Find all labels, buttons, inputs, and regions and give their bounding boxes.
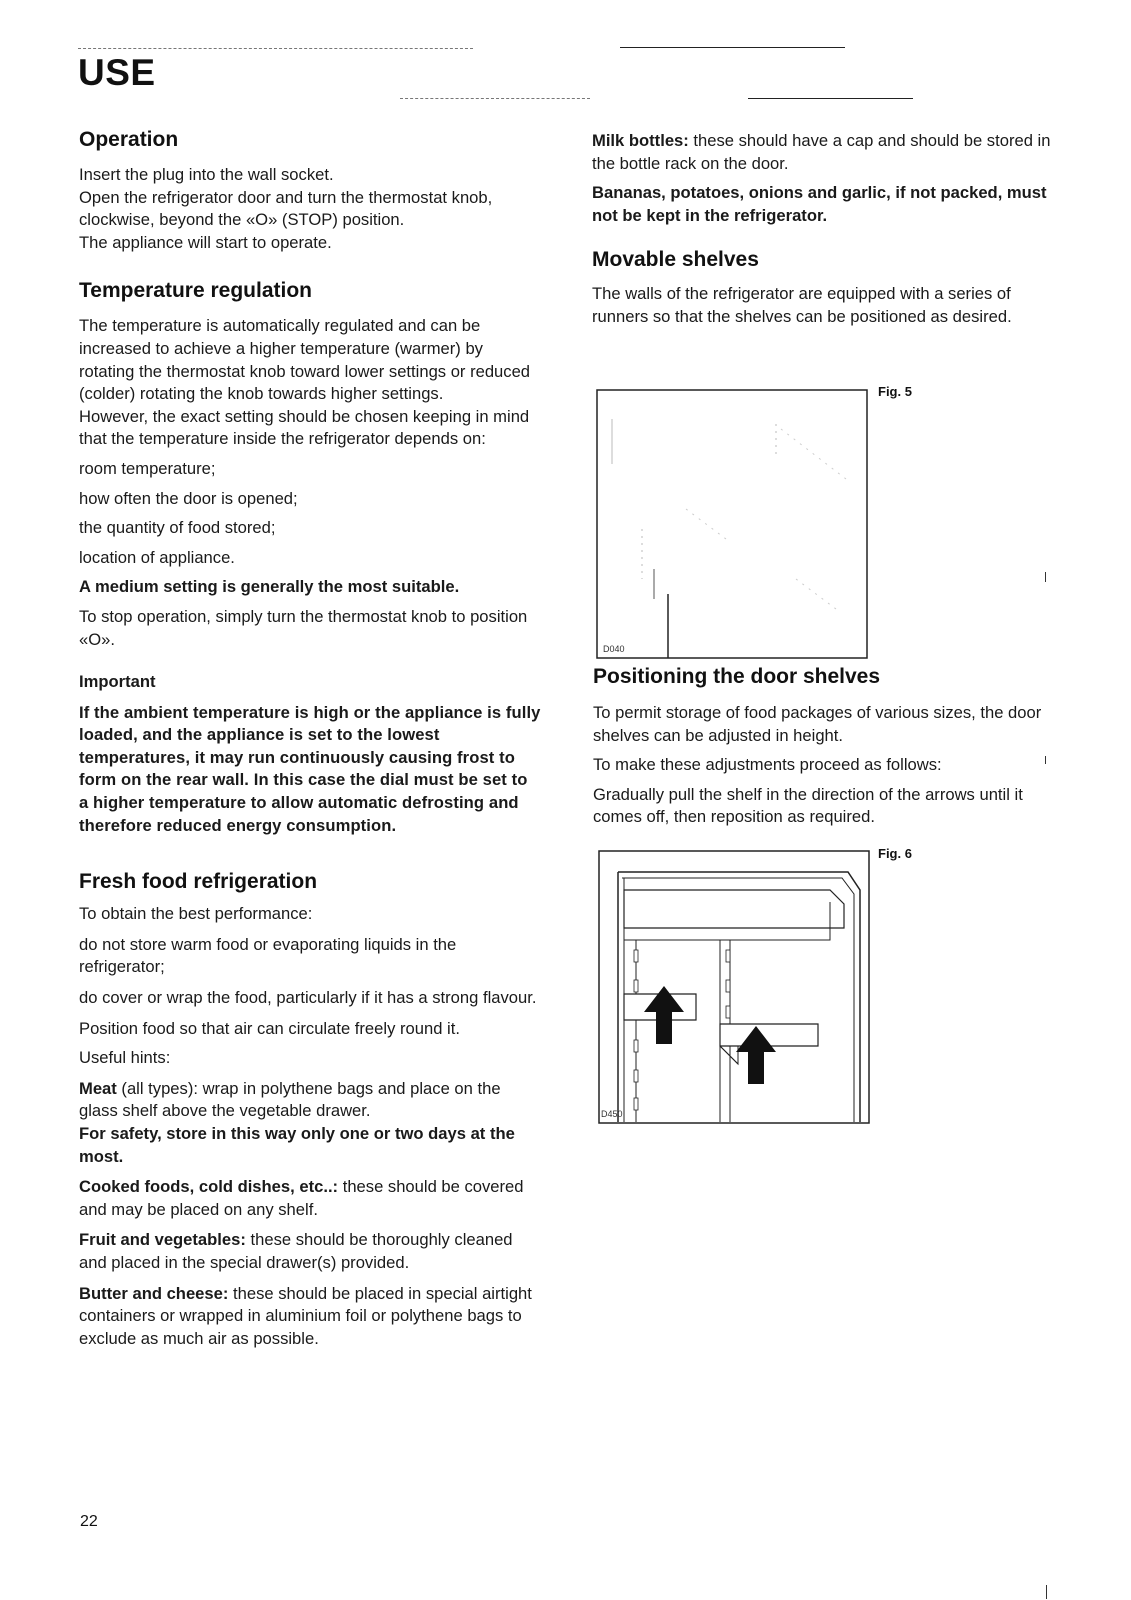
meat-hint [79,1078,541,1123]
movable-shelves-heading: Movable shelves [592,248,759,272]
operation-heading: Operation [79,128,179,151]
fig6-label: Fig. 6 [878,846,912,861]
medium-setting-note: A medium setting is generally the most suitable. [79,577,460,597]
stop-operation-text: To stop operation, simply turn the thermostat knob to position «O». [79,606,528,649]
temperature-paragraph: However, the exact setting should be chosen keeping in mind that the temperature inside the refrigerator depends on: [79,406,530,449]
cooked-label: Cooked foods, cold dishes, etc..: [79,1177,339,1197]
fig6-code: D450 [601,1109,623,1119]
butter-hint [79,1283,541,1351]
meat-text: (all types): wrap in polythene bags and place on the glass shelf above the vegetable drawer. [79,1078,501,1121]
left-column [79,128,541,1350]
page-number: 22 [80,1513,98,1530]
bananas-warning: Bananas, potatoes, onions and garlic, if not packed, must not be kept in the refrigerator. [592,183,1047,225]
fresh-item: do cover or wrap the food, particularly if it has a strong flavour. [79,988,537,1008]
page-title: USE [78,52,156,93]
butter-label: Butter and cheese: [79,1283,229,1303]
fresh-position: Position food so that air can circulate freely round it. [79,1018,460,1038]
operation-line: Insert the plug into the wall socket. [79,165,334,184]
temperature-heading: Temperature regulation [79,279,312,303]
temperature-paragraph: The temperature is automatically regulated and can be increased to achieve a higher temperature (warmer) by rotating the thermostat knob toward lower settings or reduced (colder) rotating the knob towards higher settings. [79,316,531,404]
fresh-item: do not store warm food or evaporating liquids in the refrigerator; [79,934,457,977]
meat-label: Meat [79,1078,117,1098]
header-rule [620,47,845,48]
operation-line: Open the refrigerator door and turn the thermostat knob, clockwise, beyond the «O» (STOP) position. [79,187,493,230]
fig6-illustration [598,850,870,1124]
door-shelves-paragraph: To make these adjustments proceed as follows: [593,755,942,775]
fresh-intro: To obtain the best performance: [79,904,313,924]
fig5-code: D040 [603,644,625,654]
fresh-food-section [79,870,541,1350]
movable-shelves-text: The walls of the refrigerator are equipped with a series of runners so that the shelves can be positioned as desired. [592,284,1012,326]
header-rule [400,98,590,99]
door-shelves-paragraph: To permit storage of food packages of various sizes, the door shelves can be adjusted in height. [593,703,1042,745]
list-item: room temperature; [79,458,216,478]
right-column [592,130,1054,329]
safety-note: For safety, store in this way only one or two days at the most. [79,1124,515,1166]
header-rule [78,48,473,49]
important-heading: Important [79,672,156,692]
door-shelves-section [593,665,1055,829]
fruit-hint [79,1229,541,1274]
temperature-section [79,279,541,837]
list-item: the quantity of food stored; [79,518,276,538]
figure-5 [596,389,868,659]
fruit-label: Fruit and vegetables: [79,1230,246,1250]
list-item: how often the door is opened; [79,488,298,508]
milk-label: Milk bottles: [592,131,689,150]
cooked-text: these should be covered and may be placed on any shelf. [79,1177,524,1219]
door-shelves-paragraph: Gradually pull the shelf in the direction of the arrows until it comes off, then reposition as required. [593,784,1023,827]
useful-hints: Useful hints: [79,1048,171,1068]
fig5-illustration [596,389,868,659]
milk-hint [592,130,1054,175]
fig5-label: Fig. 5 [878,384,912,399]
milk-text: these should have a cap and should be stored in the bottle rack on the door. [592,131,1051,173]
operation-section [79,128,541,254]
cooked-hint [79,1176,541,1221]
scan-mark [1045,756,1046,764]
important-text: If the ambient temperature is high or the appliance is fully loaded, and the appliance is set to the lowest temperatures, it may run continuously causing frost to form on the rear wall. In this case the dial must be set to a higher temperature to allow automatic defrosting and therefore reduced energy consumption. [79,702,541,835]
figure-6 [598,850,870,1124]
fresh-food-heading: Fresh food refrigeration [79,870,318,894]
list-item: location of appliance. [79,547,235,567]
header-rule [748,98,913,99]
operation-line: The appliance will start to operate. [79,232,332,252]
butter-text: these should be placed in special airtight containers or wrapped in aluminium foil or polythene bags to exclude as much air as possible. [79,1283,532,1348]
scan-mark [1045,572,1046,582]
fruit-text: these should be thoroughly cleaned and placed in the special drawer(s) provided. [79,1230,513,1272]
scan-mark [1046,1585,1047,1599]
door-shelves-heading: Positioning the door shelves [593,665,881,688]
